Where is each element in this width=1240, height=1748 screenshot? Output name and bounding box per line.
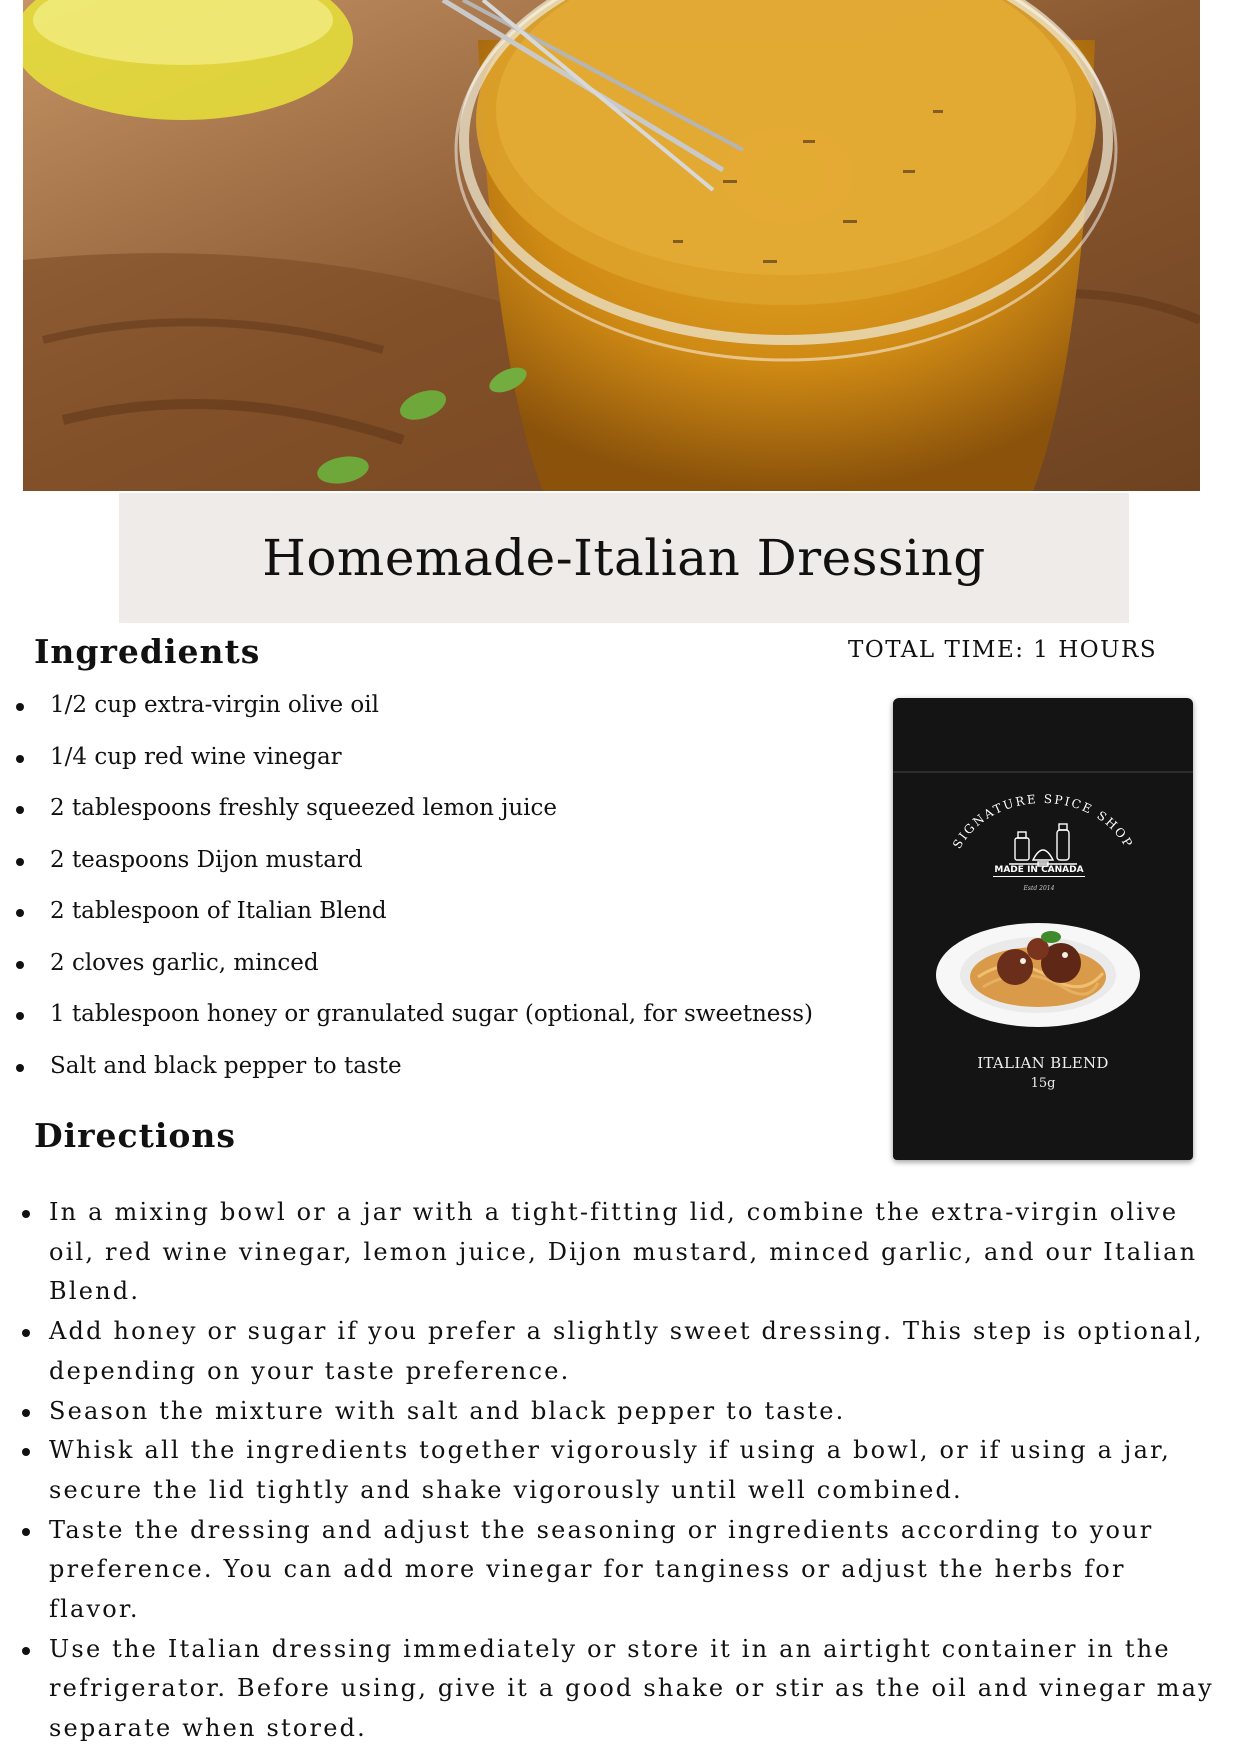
spaghetti-plate-icon (933, 913, 1143, 1033)
made-in-label: MADE IN CANADA (994, 865, 1084, 875)
page-title: Homemade-Italian Dressing (262, 529, 986, 587)
hero-photo (23, 0, 1200, 491)
direction-step: Add honey or sugar if you prefer a slightly sweet dressing. This step is optional, depending on your taste preference. (22, 1312, 1222, 1391)
ingredients-list (16, 680, 916, 1092)
title-banner (119, 493, 1129, 623)
product-bag-image (893, 698, 1193, 1160)
direction-step: Taste the dressing and adjust the seasoning or ingredients according to your preference. You can add more vinegar for tanginess or adjust the herbs for flavor. (22, 1511, 1222, 1630)
ingredients-heading: Ingredients (34, 632, 261, 671)
dressing-jar-illustration (23, 0, 1200, 491)
brand-name: SIGNATURE SPICE SHOP (950, 791, 1136, 852)
directions-heading: Directions (34, 1116, 236, 1155)
ingredient-item: 2 tablespoon of Italian Blend (16, 886, 916, 938)
ingredient-item: 2 cloves garlic, minced (16, 938, 916, 990)
direction-step: Whisk all the ingredients together vigorously if using a bowl, or if using a jar, secure the lid tightly and shake vigorously until well combined. (22, 1431, 1222, 1510)
product-weight: 15g (1030, 1076, 1056, 1091)
svg-text:SIGNATURE SPICE SHOP (950, 792, 1136, 851)
spice-jars-icon (1009, 824, 1077, 866)
ingredient-item: 1 tablespoon honey or granulated sugar (optional, for sweetness) (16, 989, 916, 1041)
brand-logo-icon (893, 778, 1193, 918)
direction-step: Season the mixture with salt and black pepper to taste. (22, 1392, 1222, 1432)
total-time: TOTAL TIME: 1 HOURS (848, 637, 1158, 663)
ingredient-item: 1/2 cup extra-virgin olive oil (16, 680, 916, 732)
established-label: Estd 2014 (1023, 885, 1055, 892)
ingredient-item: 1/4 cup red wine vinegar (16, 732, 916, 784)
product-name: ITALIAN BLEND (977, 1054, 1109, 1072)
ingredient-item: 2 tablespoons freshly squeezed lemon juice (16, 783, 916, 835)
directions-list (22, 1193, 1222, 1748)
ingredient-item: 2 teaspoons Dijon mustard (16, 835, 916, 887)
direction-step: Use the Italian dressing immediately or store it in an airtight container in the refrigerator. Before using, give it a good shake or stir as the oil and vinegar may separate when stored. (22, 1630, 1222, 1748)
direction-step: In a mixing bowl or a jar with a tight-fitting lid, combine the extra-virgin olive oil, red wine vinegar, lemon juice, Dijon mustard, minced garlic, and our Italian Blend. (22, 1193, 1222, 1312)
ingredient-item: Salt and black pepper to taste (16, 1041, 916, 1093)
bag-seal (893, 771, 1193, 773)
